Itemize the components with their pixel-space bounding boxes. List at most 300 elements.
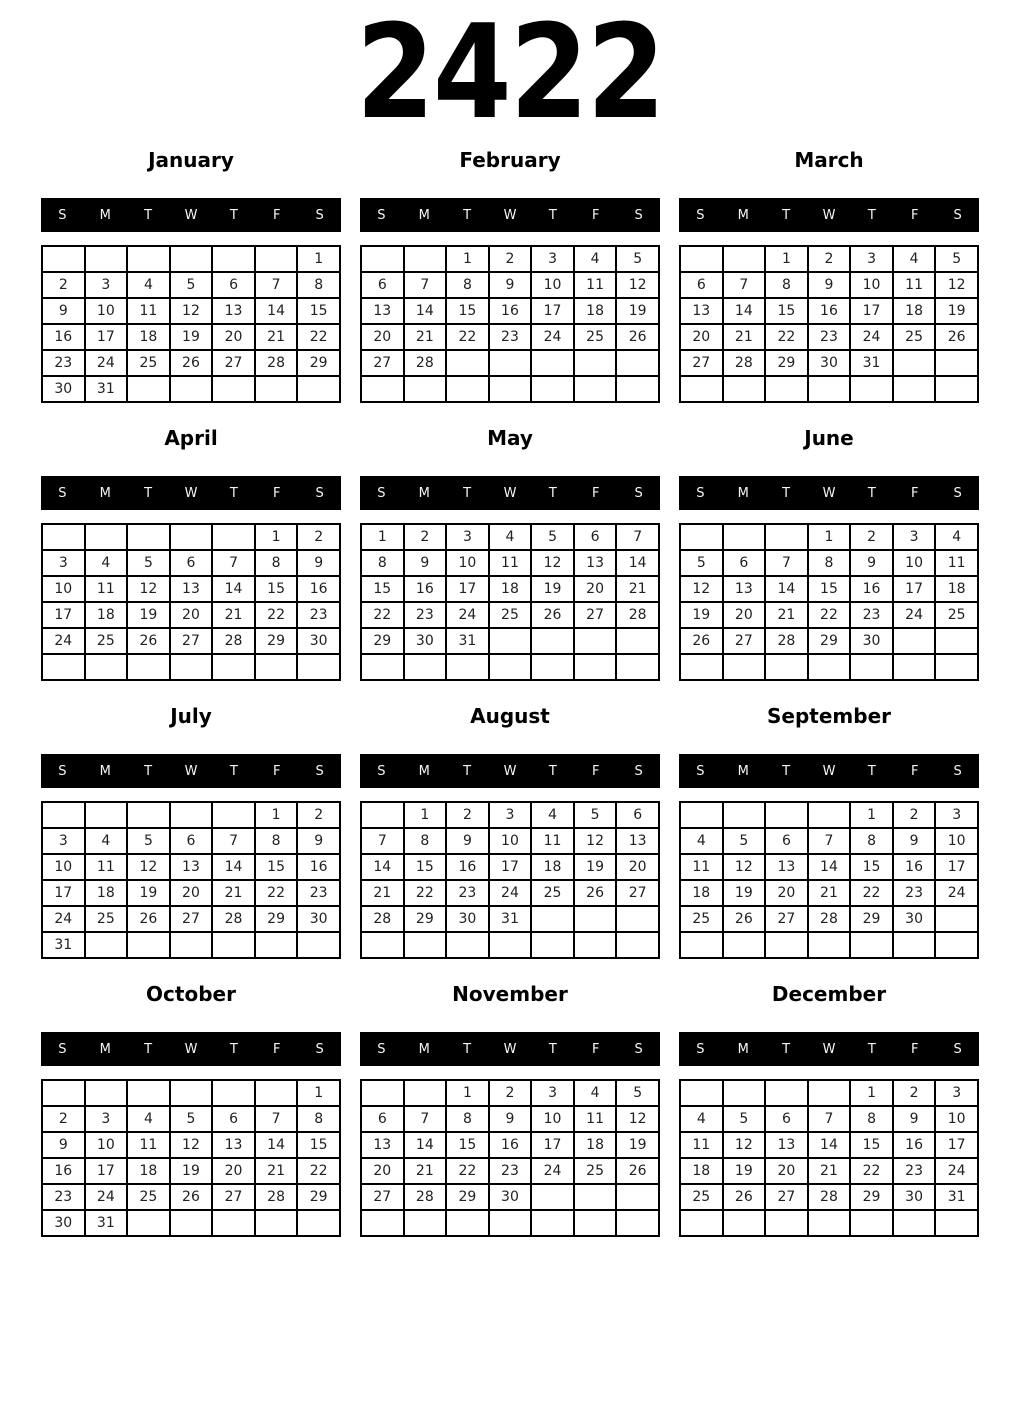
week-row bbox=[42, 906, 340, 932]
empty-day-cell bbox=[85, 1080, 128, 1106]
day-cell: 4 bbox=[85, 550, 128, 576]
day-cell: 23 bbox=[850, 602, 893, 628]
empty-day-cell bbox=[680, 1080, 723, 1106]
day-cell: 12 bbox=[616, 1106, 659, 1132]
day-cell: 31 bbox=[42, 932, 85, 958]
empty-day-cell bbox=[85, 654, 128, 680]
day-cell: 11 bbox=[680, 1132, 723, 1158]
day-cell: 22 bbox=[404, 880, 447, 906]
dow-cell: T bbox=[463, 1041, 472, 1057]
day-cell: 3 bbox=[935, 1080, 978, 1106]
day-cell: 13 bbox=[723, 576, 766, 602]
dow-cell: S bbox=[634, 485, 643, 501]
month-title: March bbox=[794, 148, 864, 172]
day-cell: 19 bbox=[574, 854, 617, 880]
empty-day-cell bbox=[404, 1210, 447, 1236]
day-of-week-header bbox=[41, 476, 341, 510]
day-of-week-header bbox=[679, 1032, 979, 1066]
week-row bbox=[680, 298, 978, 324]
day-cell: 24 bbox=[893, 602, 936, 628]
month-title: August bbox=[470, 704, 550, 728]
day-cell: 29 bbox=[297, 350, 340, 376]
empty-day-cell bbox=[446, 350, 489, 376]
day-cell: 3 bbox=[489, 802, 532, 828]
day-cell: 28 bbox=[808, 1184, 851, 1210]
calendar-grid bbox=[679, 801, 979, 959]
day-cell: 7 bbox=[255, 1106, 298, 1132]
dow-cell: S bbox=[696, 763, 705, 779]
day-cell: 24 bbox=[935, 1158, 978, 1184]
dow-cell: M bbox=[737, 485, 749, 501]
day-cell: 28 bbox=[616, 602, 659, 628]
day-cell: 8 bbox=[297, 1106, 340, 1132]
empty-day-cell bbox=[170, 246, 213, 272]
day-cell: 8 bbox=[808, 550, 851, 576]
empty-day-cell bbox=[361, 932, 404, 958]
dow-cell: T bbox=[229, 485, 238, 501]
empty-day-cell bbox=[723, 802, 766, 828]
day-cell: 13 bbox=[765, 854, 808, 880]
month-november bbox=[360, 982, 660, 1260]
day-cell: 29 bbox=[404, 906, 447, 932]
day-cell: 28 bbox=[723, 350, 766, 376]
day-cell: 13 bbox=[212, 298, 255, 324]
day-cell: 5 bbox=[935, 246, 978, 272]
day-cell: 9 bbox=[42, 1132, 85, 1158]
week-row bbox=[361, 524, 659, 550]
empty-day-cell bbox=[361, 1080, 404, 1106]
month-june bbox=[679, 426, 979, 704]
day-cell: 19 bbox=[531, 576, 574, 602]
day-cell: 9 bbox=[850, 550, 893, 576]
day-cell: 11 bbox=[85, 576, 128, 602]
day-cell: 7 bbox=[404, 1106, 447, 1132]
day-cell: 3 bbox=[935, 802, 978, 828]
month-title: October bbox=[146, 982, 236, 1006]
day-cell: 14 bbox=[361, 854, 404, 880]
week-row bbox=[680, 628, 978, 654]
day-cell: 20 bbox=[680, 324, 723, 350]
dow-cell: W bbox=[822, 207, 836, 223]
empty-day-cell bbox=[765, 1080, 808, 1106]
week-row bbox=[42, 932, 340, 958]
empty-day-cell bbox=[723, 932, 766, 958]
day-cell: 5 bbox=[127, 828, 170, 854]
day-cell: 29 bbox=[446, 1184, 489, 1210]
day-cell: 8 bbox=[297, 272, 340, 298]
empty-day-cell bbox=[808, 1210, 851, 1236]
day-cell: 25 bbox=[127, 350, 170, 376]
day-cell: 22 bbox=[361, 602, 404, 628]
dow-cell: T bbox=[782, 207, 791, 223]
week-row bbox=[361, 1080, 659, 1106]
empty-day-cell bbox=[255, 932, 298, 958]
day-cell: 10 bbox=[935, 828, 978, 854]
week-row bbox=[42, 246, 340, 272]
week-row bbox=[361, 1132, 659, 1158]
day-cell: 18 bbox=[127, 1158, 170, 1184]
dow-cell: T bbox=[229, 763, 238, 779]
day-cell: 30 bbox=[893, 1184, 936, 1210]
day-cell: 17 bbox=[935, 854, 978, 880]
day-cell: 27 bbox=[170, 906, 213, 932]
empty-day-cell bbox=[85, 932, 128, 958]
day-cell: 2 bbox=[850, 524, 893, 550]
day-cell: 14 bbox=[616, 550, 659, 576]
day-cell: 25 bbox=[489, 602, 532, 628]
day-cell: 31 bbox=[935, 1184, 978, 1210]
week-row bbox=[42, 654, 340, 680]
empty-day-cell bbox=[893, 628, 936, 654]
empty-day-cell bbox=[808, 376, 851, 402]
empty-day-cell bbox=[574, 628, 617, 654]
day-cell: 21 bbox=[808, 1158, 851, 1184]
week-row bbox=[361, 550, 659, 576]
month-title: December bbox=[771, 982, 887, 1006]
day-cell: 10 bbox=[489, 828, 532, 854]
day-cell: 21 bbox=[404, 1158, 447, 1184]
day-cell: 9 bbox=[297, 828, 340, 854]
week-row bbox=[42, 376, 340, 402]
day-cell: 15 bbox=[361, 576, 404, 602]
day-cell: 24 bbox=[935, 880, 978, 906]
day-cell: 3 bbox=[850, 246, 893, 272]
empty-day-cell bbox=[935, 906, 978, 932]
week-row bbox=[361, 576, 659, 602]
empty-day-cell bbox=[935, 350, 978, 376]
day-cell: 24 bbox=[85, 350, 128, 376]
dow-cell: M bbox=[418, 485, 430, 501]
day-cell: 5 bbox=[531, 524, 574, 550]
dow-cell: T bbox=[548, 207, 557, 223]
empty-day-cell bbox=[489, 376, 532, 402]
day-cell: 1 bbox=[255, 524, 298, 550]
empty-day-cell bbox=[531, 906, 574, 932]
day-cell: 4 bbox=[680, 1106, 723, 1132]
day-cell: 18 bbox=[574, 1132, 617, 1158]
day-cell: 28 bbox=[765, 628, 808, 654]
day-cell: 23 bbox=[893, 880, 936, 906]
empty-day-cell bbox=[616, 628, 659, 654]
empty-day-cell bbox=[361, 376, 404, 402]
empty-day-cell bbox=[808, 932, 851, 958]
day-cell: 2 bbox=[893, 802, 936, 828]
day-cell: 8 bbox=[850, 828, 893, 854]
dow-cell: F bbox=[272, 485, 281, 501]
day-of-week-header bbox=[360, 476, 660, 510]
day-cell: 10 bbox=[85, 298, 128, 324]
day-cell: 28 bbox=[404, 350, 447, 376]
day-cell: 14 bbox=[723, 298, 766, 324]
day-cell: 2 bbox=[297, 524, 340, 550]
empty-day-cell bbox=[446, 932, 489, 958]
dow-cell: S bbox=[315, 763, 324, 779]
day-cell: 27 bbox=[765, 1184, 808, 1210]
day-cell: 16 bbox=[446, 854, 489, 880]
dow-cell: W bbox=[184, 1041, 198, 1057]
day-cell: 4 bbox=[893, 246, 936, 272]
empty-day-cell bbox=[765, 524, 808, 550]
dow-cell: M bbox=[99, 763, 111, 779]
calendar-grid bbox=[41, 801, 341, 959]
day-cell: 5 bbox=[574, 802, 617, 828]
dow-cell: T bbox=[144, 207, 153, 223]
day-cell: 15 bbox=[255, 854, 298, 880]
day-cell: 25 bbox=[574, 1158, 617, 1184]
empty-day-cell bbox=[574, 654, 617, 680]
empty-day-cell bbox=[531, 350, 574, 376]
empty-day-cell bbox=[42, 654, 85, 680]
day-cell: 24 bbox=[446, 602, 489, 628]
day-cell: 6 bbox=[212, 1106, 255, 1132]
day-cell: 24 bbox=[85, 1184, 128, 1210]
week-row bbox=[361, 654, 659, 680]
dow-cell: S bbox=[696, 1041, 705, 1057]
day-cell: 6 bbox=[765, 1106, 808, 1132]
week-row bbox=[361, 880, 659, 906]
day-cell: 18 bbox=[531, 854, 574, 880]
week-row bbox=[361, 602, 659, 628]
day-cell: 8 bbox=[446, 1106, 489, 1132]
day-cell: 8 bbox=[361, 550, 404, 576]
dow-cell: S bbox=[58, 485, 67, 501]
empty-day-cell bbox=[297, 1210, 340, 1236]
empty-day-cell bbox=[297, 932, 340, 958]
day-cell: 3 bbox=[85, 272, 128, 298]
day-cell: 12 bbox=[616, 272, 659, 298]
week-row bbox=[680, 1210, 978, 1236]
empty-day-cell bbox=[723, 376, 766, 402]
empty-day-cell bbox=[212, 802, 255, 828]
day-cell: 13 bbox=[170, 854, 213, 880]
week-row bbox=[42, 602, 340, 628]
day-cell: 30 bbox=[404, 628, 447, 654]
day-cell: 11 bbox=[574, 1106, 617, 1132]
week-row bbox=[42, 576, 340, 602]
empty-day-cell bbox=[127, 524, 170, 550]
day-cell: 4 bbox=[127, 1106, 170, 1132]
day-cell: 21 bbox=[361, 880, 404, 906]
day-cell: 16 bbox=[297, 576, 340, 602]
day-cell: 23 bbox=[808, 324, 851, 350]
dow-cell: M bbox=[737, 207, 749, 223]
day-cell: 27 bbox=[212, 1184, 255, 1210]
day-cell: 14 bbox=[404, 298, 447, 324]
day-cell: 25 bbox=[935, 602, 978, 628]
empty-day-cell bbox=[361, 246, 404, 272]
empty-day-cell bbox=[935, 654, 978, 680]
week-row bbox=[680, 324, 978, 350]
empty-day-cell bbox=[446, 1210, 489, 1236]
day-cell: 30 bbox=[489, 1184, 532, 1210]
day-cell: 12 bbox=[723, 854, 766, 880]
week-row bbox=[680, 1106, 978, 1132]
dow-cell: W bbox=[184, 763, 198, 779]
day-cell: 21 bbox=[723, 324, 766, 350]
month-april bbox=[41, 426, 341, 704]
empty-day-cell bbox=[297, 654, 340, 680]
day-of-week-header bbox=[360, 754, 660, 788]
day-cell: 20 bbox=[574, 576, 617, 602]
dow-cell: W bbox=[184, 207, 198, 223]
day-cell: 6 bbox=[170, 828, 213, 854]
empty-day-cell bbox=[935, 376, 978, 402]
day-cell: 5 bbox=[723, 1106, 766, 1132]
day-cell: 25 bbox=[893, 324, 936, 350]
day-cell: 28 bbox=[212, 628, 255, 654]
day-cell: 24 bbox=[850, 324, 893, 350]
day-cell: 15 bbox=[850, 1132, 893, 1158]
day-cell: 22 bbox=[255, 880, 298, 906]
day-cell: 21 bbox=[212, 880, 255, 906]
empty-day-cell bbox=[489, 628, 532, 654]
empty-day-cell bbox=[170, 802, 213, 828]
empty-day-cell bbox=[361, 1210, 404, 1236]
empty-day-cell bbox=[255, 1210, 298, 1236]
week-row bbox=[42, 350, 340, 376]
dow-cell: M bbox=[99, 485, 111, 501]
day-cell: 3 bbox=[42, 828, 85, 854]
empty-day-cell bbox=[935, 628, 978, 654]
day-cell: 30 bbox=[850, 628, 893, 654]
week-row bbox=[361, 272, 659, 298]
day-cell: 18 bbox=[85, 602, 128, 628]
day-cell: 29 bbox=[850, 1184, 893, 1210]
empty-day-cell bbox=[850, 654, 893, 680]
dow-cell: S bbox=[953, 763, 962, 779]
empty-day-cell bbox=[850, 1210, 893, 1236]
day-cell: 12 bbox=[531, 550, 574, 576]
day-cell: 2 bbox=[489, 1080, 532, 1106]
empty-day-cell bbox=[127, 932, 170, 958]
day-cell: 26 bbox=[127, 628, 170, 654]
week-row bbox=[361, 1210, 659, 1236]
day-cell: 9 bbox=[808, 272, 851, 298]
empty-day-cell bbox=[212, 654, 255, 680]
day-cell: 23 bbox=[404, 602, 447, 628]
week-row bbox=[361, 906, 659, 932]
day-cell: 26 bbox=[616, 1158, 659, 1184]
day-cell: 10 bbox=[531, 272, 574, 298]
dow-cell: F bbox=[910, 207, 919, 223]
dow-cell: W bbox=[503, 763, 517, 779]
day-cell: 10 bbox=[42, 854, 85, 880]
day-cell: 9 bbox=[404, 550, 447, 576]
day-cell: 27 bbox=[616, 880, 659, 906]
empty-day-cell bbox=[765, 654, 808, 680]
day-cell: 7 bbox=[404, 272, 447, 298]
calendar-grid bbox=[41, 1079, 341, 1237]
day-cell: 14 bbox=[808, 854, 851, 880]
empty-day-cell bbox=[616, 1210, 659, 1236]
empty-day-cell bbox=[723, 524, 766, 550]
week-row bbox=[42, 550, 340, 576]
day-cell: 8 bbox=[765, 272, 808, 298]
empty-day-cell bbox=[531, 1210, 574, 1236]
day-cell: 16 bbox=[42, 1158, 85, 1184]
day-cell: 16 bbox=[297, 854, 340, 880]
dow-cell: W bbox=[822, 763, 836, 779]
day-cell: 29 bbox=[808, 628, 851, 654]
empty-day-cell bbox=[850, 932, 893, 958]
day-cell: 25 bbox=[531, 880, 574, 906]
month-title: April bbox=[164, 426, 218, 450]
empty-day-cell bbox=[723, 1210, 766, 1236]
months-grid bbox=[0, 148, 1020, 1260]
month-october bbox=[41, 982, 341, 1260]
day-cell: 13 bbox=[361, 298, 404, 324]
empty-day-cell bbox=[489, 654, 532, 680]
year-title-text: 2422 bbox=[356, 0, 664, 148]
dow-cell: T bbox=[867, 763, 876, 779]
empty-day-cell bbox=[42, 246, 85, 272]
day-cell: 8 bbox=[255, 550, 298, 576]
day-cell: 23 bbox=[297, 602, 340, 628]
dow-cell: M bbox=[418, 1041, 430, 1057]
empty-day-cell bbox=[446, 376, 489, 402]
day-cell: 12 bbox=[574, 828, 617, 854]
empty-day-cell bbox=[255, 246, 298, 272]
empty-day-cell bbox=[680, 1210, 723, 1236]
day-cell: 4 bbox=[574, 246, 617, 272]
day-cell: 25 bbox=[85, 906, 128, 932]
day-cell: 20 bbox=[723, 602, 766, 628]
day-cell: 26 bbox=[935, 324, 978, 350]
dow-cell: S bbox=[696, 207, 705, 223]
day-cell: 2 bbox=[808, 246, 851, 272]
day-cell: 15 bbox=[297, 298, 340, 324]
day-cell: 16 bbox=[489, 298, 532, 324]
day-cell: 19 bbox=[616, 1132, 659, 1158]
empty-day-cell bbox=[723, 654, 766, 680]
day-cell: 12 bbox=[170, 298, 213, 324]
day-cell: 16 bbox=[404, 576, 447, 602]
day-cell: 17 bbox=[489, 854, 532, 880]
day-cell: 21 bbox=[765, 602, 808, 628]
day-cell: 10 bbox=[850, 272, 893, 298]
empty-day-cell bbox=[616, 376, 659, 402]
day-cell: 14 bbox=[808, 1132, 851, 1158]
dow-cell: S bbox=[58, 763, 67, 779]
day-cell: 19 bbox=[170, 1158, 213, 1184]
day-cell: 26 bbox=[127, 906, 170, 932]
day-cell: 22 bbox=[255, 602, 298, 628]
day-cell: 1 bbox=[446, 1080, 489, 1106]
day-cell: 5 bbox=[616, 1080, 659, 1106]
empty-day-cell bbox=[893, 1210, 936, 1236]
week-row bbox=[680, 602, 978, 628]
empty-day-cell bbox=[127, 246, 170, 272]
day-cell: 12 bbox=[127, 576, 170, 602]
day-cell: 28 bbox=[255, 350, 298, 376]
day-cell: 30 bbox=[808, 350, 851, 376]
day-cell: 16 bbox=[893, 1132, 936, 1158]
day-of-week-header bbox=[41, 1032, 341, 1066]
day-cell: 11 bbox=[85, 854, 128, 880]
day-cell: 18 bbox=[85, 880, 128, 906]
week-row bbox=[680, 654, 978, 680]
day-cell: 28 bbox=[255, 1184, 298, 1210]
day-cell: 17 bbox=[935, 1132, 978, 1158]
day-cell: 14 bbox=[255, 1132, 298, 1158]
empty-day-cell bbox=[723, 246, 766, 272]
day-cell: 29 bbox=[765, 350, 808, 376]
month-title: November bbox=[452, 982, 568, 1006]
day-cell: 18 bbox=[680, 1158, 723, 1184]
month-title: May bbox=[487, 426, 533, 450]
day-cell: 2 bbox=[489, 246, 532, 272]
day-cell: 30 bbox=[297, 906, 340, 932]
